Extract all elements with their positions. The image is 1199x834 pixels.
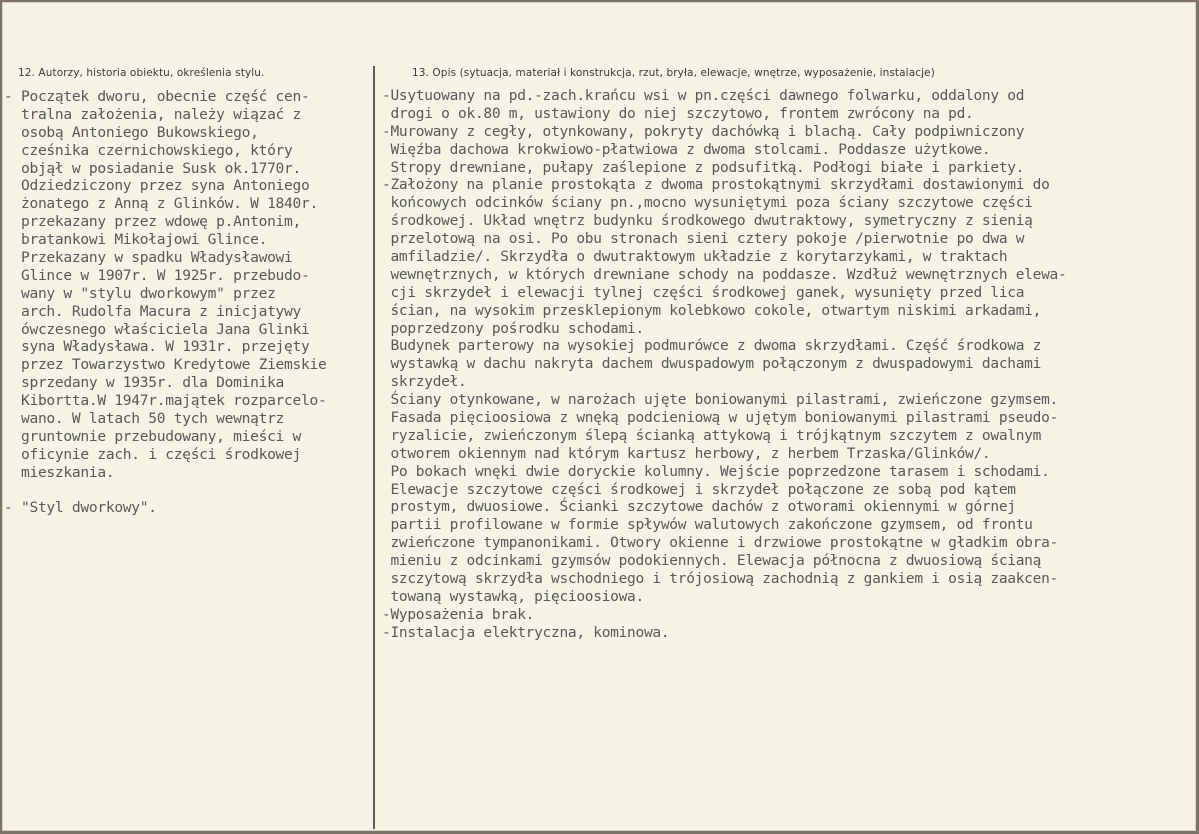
description-text-line: -Założony na planie prostokąta z dwoma prostokątnymi skrzydłami dostawionymi do bbox=[382, 177, 1050, 194]
description-text-line: partii profilowane w formie spływów walutowych zakończone gzymsem, od frontu bbox=[382, 517, 1033, 534]
description-text-line: Po bokach wnęki dwie doryckie kolumny. Wejście poprzedzone tarasem i schodami. bbox=[382, 463, 1050, 480]
history-text-line: - Początek dworu, obecnie część cen- bbox=[4, 88, 310, 105]
description-text-line: ścian, na wysokim przesklepionym kolebkowo cokole, otwartym niskimi arkadami, bbox=[382, 302, 1042, 319]
description-text-line: ryzalicie, zwieńczonym ślepą ścianką attykową i trójkątnym szczytem z owalnym bbox=[382, 427, 1042, 444]
description-text-line: wewnętrznych, w których drewniane schody na poddasze. Wzdłuż wewnętrznych elewa- bbox=[382, 266, 1067, 283]
section-12-heading: 12. Autorzy, historia obiektu, określenia stylu. bbox=[18, 67, 265, 79]
description-text-line: -Instalacja elektryczna, kominowa. bbox=[382, 624, 670, 641]
description-text-line: prostym, dwuosiowe. Ścianki szczytowe dachów z otworami okiennymi w górnej bbox=[382, 499, 1016, 516]
history-text-line: objął w posiadanie Susk ok.1770r. bbox=[4, 159, 302, 177]
history-text-column bbox=[4, 88, 326, 517]
column-divider bbox=[373, 66, 375, 829]
description-text-line: drogi o ok.80 m, ustawiony do niej szczytowo, frontem zwrócony na pd. bbox=[382, 105, 974, 122]
description-text-line: Stropy drewniane, pułapy zaślepione z podsufitką. Podłogi białe i parkiety. bbox=[382, 159, 1025, 176]
description-text-line: otworem okiennym nad którym kartusz herbowy, z herbem Trzaska/Glinków/. bbox=[382, 445, 991, 462]
history-text-line: mieszkania. bbox=[4, 463, 115, 481]
description-text-line: amfiladzie/. Skrzydła o dwutraktowym układzie z korytarzykami, w traktach bbox=[382, 249, 1008, 266]
description-text-line: szczytową skrzydła wschodniego i trójosiową zachodnią z gankiem i osią zaakcen- bbox=[382, 571, 1058, 588]
description-text-line: towaną wystawką, pięcioosiowa. bbox=[382, 588, 644, 605]
history-text-line: - "Styl dworkowy". bbox=[4, 499, 157, 517]
description-text-line: -Usytuowany na pd.-zach.krańcu wsi w pn.części dawnego folwarku, oddalony od bbox=[382, 88, 1025, 104]
description-text-line: -Murowany z cegły, otynkowany, pokryty dachówką i blachą. Cały podpiwniczony bbox=[382, 123, 1025, 140]
history-text-line: cześnika czernichowskiego, który bbox=[4, 141, 293, 159]
history-text-line bbox=[4, 482, 326, 500]
history-text-line: Glince w 1907r. W 1925r. przebudo- bbox=[4, 266, 310, 284]
section-13-heading: 13. Opis (sytuacja, materiał i konstrukcja, rzut, bryła, elewacje, wnętrze, wyposażenie, instalacje) bbox=[412, 67, 935, 79]
history-text-line: bratankowi Mikołajowi Glince. bbox=[4, 231, 268, 249]
history-text-line: syna Władysława. W 1931r. przejęty bbox=[4, 338, 310, 356]
history-text-line: Przekazany w spadku Władysławowi bbox=[4, 249, 293, 267]
description-text-line: mieniu z odcinkami gzymsów podokiennych. Elewacja północna z dwuosiową ścianą bbox=[382, 553, 1042, 570]
description-text-line: przelotową na osi. Po obu stronach sieni cztery pokoje /pierwotnie po dwa w bbox=[382, 231, 1025, 248]
description-text-line: -Wyposażenia brak. bbox=[382, 606, 535, 623]
history-text-line: tralna założenia, należy wiązać z bbox=[4, 105, 302, 123]
description-text-line: Fasada pięcioosiowa z wnęką podcieniową w ujętym boniowanymi pilastrami pseudo- bbox=[382, 410, 1058, 427]
history-text-line: przez Towarzystwo Kredytowe Ziemskie bbox=[4, 356, 327, 374]
history-text-line: gruntownie przebudowany, mieści w bbox=[4, 427, 302, 445]
description-text-line: Ściany otynkowane, w narożach ujęte boniowanymi pilastrami, zwieńczone gzymsem. bbox=[382, 392, 1058, 409]
description-text-line: wystawką w dachu nakryta dachem dwuspadowym połączonym z dwuspadowymi dachami bbox=[382, 356, 1042, 373]
description-text-column bbox=[382, 88, 1066, 643]
history-text-line: wany w "stylu dworkowym" przez bbox=[4, 284, 276, 302]
history-text-line: przekazany przez wdowę p.Antonim, bbox=[4, 213, 302, 231]
description-text-line: Budynek parterowy na wysokiej podmurówce z dwoma skrzydłami. Część środkowa z bbox=[382, 338, 1042, 355]
history-text-line: oficynie zach. i części środkowej bbox=[4, 445, 302, 463]
history-text-line: wano. W latach 50 tych wewnątrz bbox=[4, 410, 285, 428]
history-text-line: Kibortta.W 1947r.majątek rozparcelo- bbox=[4, 392, 327, 410]
history-text-line: osobą Antoniego Bukowskiego, bbox=[4, 123, 259, 141]
description-text-line: końcowych odcinków ściany pn.,mocno wysuniętymi poza ściany szczytowe części bbox=[382, 195, 1033, 212]
history-text-line: sprzedany w 1935r. dla Dominika bbox=[4, 374, 285, 392]
history-text-line: żonatego z Anną z Glinków. W 1840r. bbox=[4, 195, 318, 213]
description-text-line: środkowej. Układ wnętrz budynku środkowego dwutraktowy, symetryczny z sienią bbox=[382, 213, 1033, 230]
history-text-line: arch. Rudolfa Macura z inicjatywy bbox=[4, 302, 302, 320]
description-text-line: cji skrzydeł i elewacji tylnej części środkowej ganek, wysunięty przed lica bbox=[382, 284, 1025, 301]
history-text-line: ówczesnego właściciela Jana Glinki bbox=[4, 320, 310, 338]
history-text-line: Odziedziczony przez syna Antoniego bbox=[4, 177, 310, 195]
description-text-line: poprzedzony pośrodku schodami. bbox=[382, 320, 644, 337]
description-text-line: zwieńczone tympanonikami. Otwory okienne i drzwiowe prostokątne w gładkim obra- bbox=[382, 535, 1058, 552]
description-text-line: skrzydeł. bbox=[382, 374, 467, 391]
description-text-line: Elewacje szczytowe części środkowej i skrzydeł połączone ze sobą pod kątem bbox=[382, 481, 1016, 498]
description-text-line: Więźba dachowa krokwiowo-płatwiowa z dwoma stolcami. Poddasze użytkowe. bbox=[382, 141, 991, 158]
